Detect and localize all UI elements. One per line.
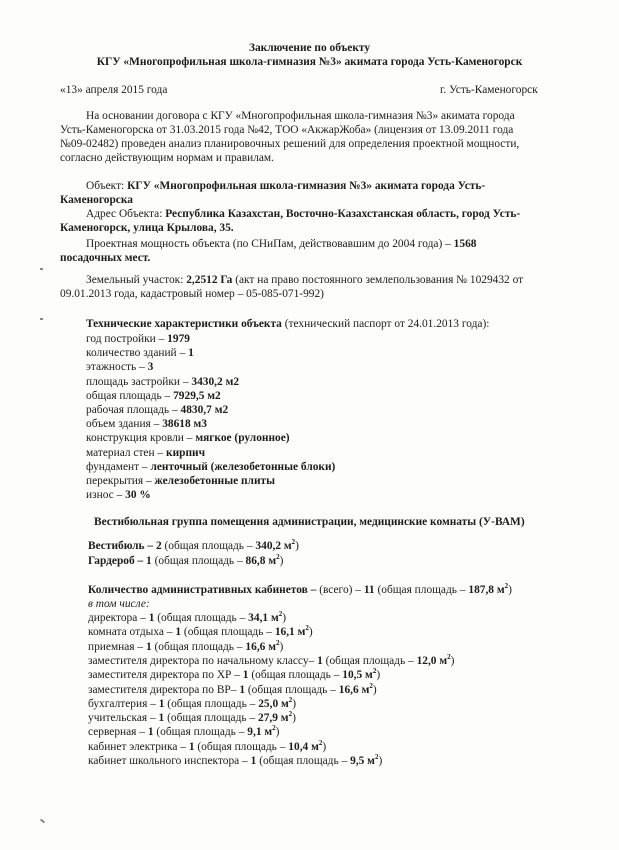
tech-item-value: 38618 м3 <box>162 418 207 431</box>
room-name: приемная – <box>88 640 144 653</box>
tech-item-label: количество зданий – <box>86 347 186 360</box>
tech-item <box>86 390 221 403</box>
admin-line <box>88 584 512 597</box>
room-close: ) <box>292 697 297 710</box>
intro-line-4: согласно действующим нормам и правилам. <box>60 152 274 164</box>
room-close: ) <box>450 654 455 667</box>
tech-item <box>86 376 239 389</box>
tech-item-value: 3430,2 м2 <box>191 375 240 388</box>
room-name: бухгалтерия – <box>88 697 156 710</box>
room-sup: 2 <box>318 738 323 747</box>
room-count: 1 <box>242 669 249 682</box>
room-count: 1 <box>188 740 195 753</box>
intro-line-3: №09-02482) проведен анализ планировочных решений для определения проектной мощности, <box>60 138 520 150</box>
room-open: (общая площадь – <box>325 654 414 667</box>
object-label: Объект: <box>86 180 125 192</box>
document-date: «13» апреля 2015 года <box>60 84 168 96</box>
room-count: 1 <box>175 626 182 639</box>
tech-item-label: год постройки – <box>86 333 165 345</box>
room-item <box>88 655 454 668</box>
land-line-1 <box>86 274 523 287</box>
tech-item-label: материал стен – <box>86 446 164 459</box>
room-count: 1 <box>158 712 165 725</box>
admin-open: (общая площадь – <box>377 584 466 596</box>
tech-item <box>86 361 153 374</box>
document-title: Заключение по объекту <box>248 42 371 54</box>
room-close: ) <box>275 726 280 739</box>
room-area: 16,6 м <box>245 640 276 653</box>
land-value: 2,2512 Га <box>186 274 233 286</box>
tech-item <box>86 489 151 502</box>
wardrobe-label: Гардероб – 1 <box>88 555 152 567</box>
intro-line-2: Усть-Каменогорска от 31.03.2015 года №42, ТОО «АкжарЖоба» (лицензия от 13.09.2011 года <box>60 124 514 136</box>
tech-item-value: кирпич <box>166 446 206 459</box>
tech-item <box>86 347 194 360</box>
including-label: в том числе: <box>88 598 150 610</box>
capacity-text: Проектная мощность объекта (по СНиПам, действовавшим до 2004 года) – <box>86 238 451 250</box>
address-label: Адрес Объекта: <box>86 208 163 220</box>
scan-mark <box>40 268 43 270</box>
vestibule-area: 340,2 м <box>255 540 292 552</box>
admin-sup: 2 <box>504 582 509 591</box>
tech-item-value: 1979 <box>167 333 190 345</box>
room-area: 34,1 м <box>248 612 279 624</box>
vestibule-sup: 2 <box>291 538 296 547</box>
object-address-line-2: Каменогорск, улица Крылова, 35. <box>60 222 234 234</box>
room-open: (общая площадь – <box>156 726 245 739</box>
document-city: г. Усть-Каменогорск <box>440 84 538 96</box>
land-line-2: 09.01.2013 года, кадастровый номер – 05-085-071-992) <box>60 288 324 300</box>
object-line-1 <box>86 180 485 193</box>
room-area: 27,9 м <box>258 712 289 725</box>
room-item <box>88 638 284 654</box>
room-area: 25,0 м <box>258 697 289 710</box>
room-item <box>88 698 296 711</box>
room-area: 16,1 м <box>274 626 306 639</box>
room-sup: 2 <box>369 681 373 690</box>
room-count: 1 <box>239 683 246 696</box>
room-open: (общая площадь – <box>251 669 340 682</box>
room-name: заместителя директора по ВР– <box>88 683 237 696</box>
tech-item-value: железобетонные плиты <box>154 475 276 487</box>
scan-mark <box>40 819 45 824</box>
vestibule-label: Вестибюль <box>88 540 145 552</box>
intro-line-1: На основании договора с КГУ «Многопрофильная школа-гимназия №3» акимата города <box>86 110 515 122</box>
object-name: КГУ «Многопрофильная школа-гимназия №3» акимата города Усть- <box>127 180 486 192</box>
room-count: 1 <box>250 755 257 767</box>
wardrobe-open: (общая площадь – <box>154 555 243 567</box>
tech-item-label: износ – <box>86 489 123 502</box>
room-count: 1 <box>158 697 165 710</box>
admin-close: ) <box>508 584 512 596</box>
room-area: 9,5 м <box>350 755 375 767</box>
tech-item-value: 7929,5 м2 <box>173 389 221 402</box>
scan-mark <box>40 318 43 320</box>
room-count: 1 <box>145 640 152 653</box>
admin-count: 11 <box>363 584 375 596</box>
room-close: ) <box>308 626 313 639</box>
room-open: (общая площадь – <box>247 683 336 696</box>
room-close: ) <box>292 712 296 725</box>
tech-item-label: этажность – <box>86 361 145 374</box>
object-name-continued: Каменогорска <box>60 194 133 206</box>
room-item <box>88 612 286 625</box>
room-name: учительская – <box>88 712 156 725</box>
tech-item-value: ленточный (железобетонные блоки) <box>150 460 336 473</box>
room-item <box>88 738 327 754</box>
vestibule-open: (общая площадь – <box>164 540 253 552</box>
room-open: (общая площадь – <box>197 740 286 753</box>
document-subtitle: КГУ «Многопрофильная школа-гимназия №3» акимата города Усть-Каменогорск <box>96 56 523 68</box>
room-item <box>88 726 279 739</box>
admin-mid: (всего) – <box>319 584 361 596</box>
room-area: 12,0 м <box>416 654 448 667</box>
room-item <box>88 712 296 725</box>
room-close: ) <box>372 683 377 696</box>
tech-item-label: объем здания – <box>86 418 160 431</box>
vestibule-count: – 2 <box>147 540 162 552</box>
room-close: ) <box>282 612 287 624</box>
room-sup: 2 <box>275 638 280 647</box>
room-name: кабинет электрика – <box>88 740 186 753</box>
tech-item-value: 4830,7 м2 <box>180 404 229 416</box>
room-sup: 2 <box>288 710 293 719</box>
room-name: серверная – <box>88 726 145 739</box>
tech-item <box>86 432 290 445</box>
room-item <box>88 681 377 697</box>
room-area: 10,5 м <box>342 669 373 682</box>
room-close: ) <box>378 755 383 767</box>
tech-item-value: мягкое (рулонное) <box>195 432 290 445</box>
wardrobe-sup: 2 <box>276 553 280 562</box>
room-open: (общая площадь – <box>167 697 256 710</box>
tech-heading: Технические характеристики объекта <box>86 318 282 330</box>
room-name: заместителя директора по ХР – <box>88 669 240 682</box>
tech-item-label: конструкция кровли – <box>86 432 193 445</box>
tech-item <box>86 404 228 417</box>
tech-item <box>86 333 190 346</box>
admin-area: 187,8 м <box>468 584 505 596</box>
room-sup: 2 <box>372 667 377 676</box>
room-open: (общая площадь – <box>259 755 348 767</box>
admin-label: Количество административных кабинетов – <box>88 584 317 596</box>
room-sup: 2 <box>278 610 283 619</box>
room-close: ) <box>279 640 284 653</box>
room-open: (общая площадь – <box>157 612 246 624</box>
tech-item-label: фундамент – <box>86 460 148 473</box>
vestibule-line <box>88 540 299 553</box>
room-open: (общая площадь – <box>154 640 243 653</box>
room-close: ) <box>322 740 327 753</box>
room-sup: 2 <box>447 653 451 662</box>
section-heading: Вестибюльная группа помещения администрации, медицинские комнаты (У-ВАМ) <box>94 516 525 528</box>
room-name: кабинет школьного инспектора – <box>88 755 248 767</box>
tech-heading-note: (технический паспорт от 24.01.2013 года): <box>284 318 490 330</box>
tech-item-value: 1 <box>188 347 194 360</box>
room-sup: 2 <box>374 753 379 762</box>
room-open: (общая площадь – <box>183 626 272 639</box>
tech-item-value: 3 <box>147 361 154 374</box>
tech-heading-line <box>86 318 489 331</box>
room-name: заместителя директора по начальному классу– <box>88 654 315 667</box>
wardrobe-area: 86,8 м <box>245 555 277 567</box>
tech-item-label: перекрытия – <box>86 475 152 487</box>
room-name: комната отдыха – <box>88 626 173 639</box>
room-name: директора – <box>88 612 146 624</box>
room-area: 10,4 м <box>288 740 319 753</box>
capacity-line <box>86 238 476 251</box>
room-area: 9,1 м <box>247 726 273 739</box>
room-item <box>88 626 313 639</box>
capacity-value: 1568 <box>453 238 477 250</box>
room-sup: 2 <box>305 624 309 633</box>
room-count: 1 <box>148 612 155 624</box>
room-sup: 2 <box>272 724 276 733</box>
tech-item-label: рабочая площадь – <box>86 404 178 416</box>
tech-item <box>86 418 207 431</box>
room-open: (общая площадь – <box>167 712 256 725</box>
land-text: (акт на право постоянного землепользования № 1029432 от <box>235 274 524 286</box>
tech-item-label: площадь застройки – <box>86 375 189 388</box>
object-address-line-1 <box>86 208 520 221</box>
wardrobe-line <box>88 555 283 568</box>
room-count: 1 <box>147 726 154 739</box>
room-count: 1 <box>317 654 323 667</box>
wardrobe-close: ) <box>279 555 284 567</box>
capacity-unit: посадочных мест. <box>60 252 151 264</box>
address-value: Республика Казахстан, Восточно-Казахстанская область, город Усть- <box>165 208 521 220</box>
room-area: 16,6 м <box>338 683 370 696</box>
tech-item <box>86 447 205 460</box>
room-item <box>88 669 380 682</box>
room-item <box>88 755 382 768</box>
vestibule-close: ) <box>295 540 299 552</box>
land-label: Земельный участок: <box>86 274 184 286</box>
tech-item-value: 30 % <box>125 489 151 502</box>
room-close: ) <box>376 669 381 682</box>
tech-item <box>86 475 275 488</box>
tech-item <box>86 461 335 474</box>
tech-item-label: общая площадь – <box>86 389 171 402</box>
room-sup: 2 <box>288 696 293 704</box>
